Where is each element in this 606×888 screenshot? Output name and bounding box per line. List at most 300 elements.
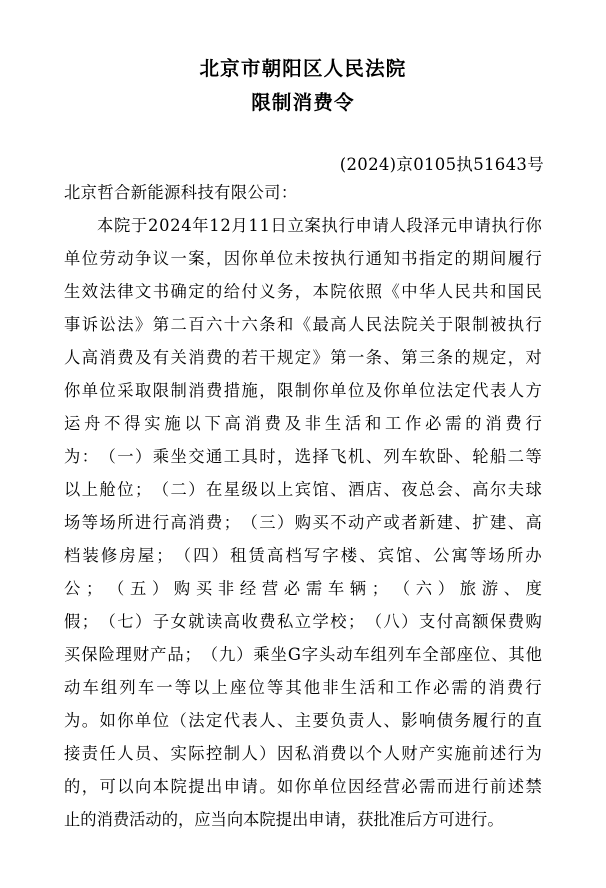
body-char: （ bbox=[201, 645, 219, 664]
body-char: 必 bbox=[433, 678, 450, 697]
body-char: 列 bbox=[387, 645, 405, 664]
body-char: 泽 bbox=[423, 216, 440, 235]
body-char: 你 bbox=[117, 711, 134, 730]
body-char: 等 bbox=[174, 678, 192, 697]
body-char: 财 bbox=[132, 645, 150, 664]
body-char: ） bbox=[259, 744, 276, 763]
body-char: 关 bbox=[419, 315, 436, 334]
body-char: 费 bbox=[330, 744, 347, 763]
body-char: 上 bbox=[211, 678, 228, 697]
body-char: 非 bbox=[304, 414, 322, 433]
body-char: 品 bbox=[167, 645, 184, 664]
body-char: 屋 bbox=[137, 546, 155, 565]
body-line bbox=[64, 473, 542, 506]
body-char: 于 bbox=[436, 315, 454, 334]
body-char: 人 bbox=[64, 348, 81, 367]
body-char: 位 bbox=[81, 249, 99, 268]
body-char: 给 bbox=[223, 282, 241, 301]
body-char: 等 bbox=[525, 447, 542, 466]
body-char: 单 bbox=[135, 711, 152, 730]
body-char: 方 bbox=[525, 381, 542, 400]
body-char: 购 bbox=[525, 612, 542, 631]
body-char: 组 bbox=[370, 645, 387, 664]
body-char: 请 bbox=[241, 777, 258, 796]
body-char: 费 bbox=[506, 678, 524, 697]
body-char: 消 bbox=[99, 348, 116, 367]
body-char: 作 bbox=[405, 414, 422, 433]
body-line bbox=[64, 803, 542, 836]
body-char: 响 bbox=[419, 711, 436, 730]
body-char: 和 bbox=[277, 315, 294, 334]
body-char: 前 bbox=[472, 744, 489, 763]
body-char: 档 bbox=[285, 546, 302, 565]
body-char: 债 bbox=[436, 711, 454, 730]
body-char: 人 bbox=[436, 282, 454, 301]
body-char: 以 bbox=[117, 777, 134, 796]
body-char: 就 bbox=[188, 612, 205, 631]
body-char: 行 bbox=[525, 414, 542, 433]
body-char: 和 bbox=[377, 678, 394, 697]
body-char: 营 bbox=[383, 777, 400, 796]
body-char: 夫 bbox=[507, 480, 525, 499]
body-char: ； bbox=[85, 579, 103, 598]
body-char: 高 bbox=[454, 612, 471, 631]
body-char: 如 bbox=[277, 777, 294, 796]
recipient-line bbox=[64, 176, 542, 209]
document-body bbox=[64, 176, 542, 836]
body-char: 时 bbox=[259, 447, 276, 466]
body-char: 子 bbox=[152, 612, 170, 631]
body-char: 、 bbox=[454, 480, 471, 499]
body-char: 房 bbox=[119, 546, 136, 565]
body-char: ， bbox=[81, 777, 99, 796]
body-char: 日 bbox=[270, 216, 287, 235]
body-char: 事 bbox=[64, 315, 81, 334]
body-char: 、 bbox=[414, 546, 431, 565]
body-char: 的 bbox=[507, 711, 525, 730]
body-char: 经 bbox=[365, 777, 383, 796]
body-char: （ bbox=[241, 513, 258, 532]
body-char: 他 bbox=[525, 645, 542, 664]
body-char: 工 bbox=[223, 447, 241, 466]
body-char: 请 bbox=[372, 216, 389, 235]
body-char: 在 bbox=[206, 480, 223, 499]
body-char: 行 bbox=[507, 744, 525, 763]
body-char: 以 bbox=[64, 480, 81, 499]
body-char: 作 bbox=[414, 678, 431, 697]
body-char: 本 bbox=[152, 777, 170, 796]
title-block bbox=[0, 54, 606, 118]
body-char: 、 bbox=[383, 348, 400, 367]
body-char: 、 bbox=[383, 711, 400, 730]
body-char: 买 bbox=[312, 513, 329, 532]
body-char: 舟 bbox=[84, 414, 101, 433]
body-char: 、 bbox=[503, 579, 520, 598]
body-char: 干 bbox=[259, 348, 276, 367]
body-char: 行 bbox=[348, 249, 365, 268]
body-char: ） bbox=[437, 579, 455, 598]
body-char: 、 bbox=[491, 645, 508, 664]
body-char: 公 bbox=[433, 546, 450, 565]
body-char: 经 bbox=[239, 579, 257, 598]
body-char: 需 bbox=[419, 777, 436, 796]
document-title: 限制消费令 bbox=[251, 91, 355, 114]
body-char: 卧 bbox=[436, 447, 454, 466]
body-char: 案 bbox=[304, 216, 321, 235]
body-char: 场 bbox=[99, 513, 116, 532]
body-char: 列 bbox=[119, 678, 136, 697]
body-char: 九 bbox=[218, 645, 236, 664]
body-char: 你 bbox=[312, 381, 329, 400]
body-char: ） bbox=[151, 579, 169, 598]
body-char: 部 bbox=[439, 645, 456, 664]
body-char: 前 bbox=[490, 777, 507, 796]
body-char: 高 bbox=[170, 513, 187, 532]
case-number: (2024)京0105执51643号 bbox=[339, 155, 544, 174]
body-char: 院 bbox=[170, 777, 187, 796]
body-char: 行 bbox=[525, 249, 542, 268]
body-char: 议 bbox=[152, 249, 170, 268]
body-char: 。 bbox=[259, 777, 276, 796]
body-char: 租 bbox=[230, 546, 247, 565]
body-char: 其 bbox=[508, 645, 525, 664]
body-char: 进 bbox=[454, 777, 471, 796]
body-char: 轮 bbox=[472, 447, 489, 466]
body-char: 座 bbox=[230, 678, 247, 697]
body-char: 第 bbox=[152, 315, 170, 334]
body-char: 人 bbox=[241, 744, 258, 763]
body-char: 1 bbox=[259, 216, 270, 235]
body-char: 间 bbox=[490, 249, 507, 268]
body-char: 制 bbox=[472, 315, 489, 334]
body-char: 的 bbox=[469, 678, 487, 697]
body-char: 民 bbox=[365, 315, 383, 334]
body-char: 消 bbox=[312, 744, 329, 763]
body-char: 为 bbox=[525, 744, 542, 763]
body-char: 保 bbox=[81, 645, 98, 664]
body-char: （ bbox=[365, 612, 383, 631]
body-char: 六 bbox=[241, 315, 258, 334]
body-char: 非 bbox=[322, 678, 339, 697]
body-line bbox=[64, 539, 542, 572]
body-char: 人 bbox=[348, 315, 365, 334]
body-char: （ bbox=[170, 711, 187, 730]
body-char: 对 bbox=[525, 348, 542, 367]
body-line bbox=[64, 374, 542, 407]
body-char: 人 bbox=[117, 744, 134, 763]
body-char: 制 bbox=[294, 381, 312, 400]
body-char: 争 bbox=[135, 249, 152, 268]
body-char: 费 bbox=[206, 348, 223, 367]
body-char: 单 bbox=[330, 381, 347, 400]
body-char: 院 bbox=[114, 216, 131, 235]
body-char: 。 bbox=[81, 711, 99, 730]
body-char: 交 bbox=[188, 447, 205, 466]
body-char: 院 bbox=[401, 315, 418, 334]
body-char: 车 bbox=[401, 447, 418, 466]
body-char: G bbox=[287, 645, 301, 664]
body-char: 费 bbox=[206, 513, 223, 532]
body-char: 书 bbox=[152, 282, 170, 301]
body-char: 行 bbox=[508, 216, 525, 235]
body-char: 位 bbox=[248, 678, 265, 697]
body-char: 实 bbox=[170, 744, 187, 763]
body-char: 2 bbox=[170, 216, 181, 235]
body-char: 新 bbox=[419, 513, 436, 532]
body-char: 际 bbox=[188, 744, 205, 763]
body-char: 述 bbox=[490, 744, 507, 763]
body-char: 表 bbox=[241, 711, 258, 730]
body-char: 最 bbox=[312, 315, 329, 334]
body-char: 定 bbox=[206, 711, 223, 730]
body-char: 等 bbox=[266, 678, 284, 697]
body-char: 动 bbox=[348, 513, 365, 532]
body-char: 运 bbox=[64, 414, 81, 433]
body-char: 五 bbox=[129, 579, 147, 598]
body-char: 下 bbox=[204, 414, 221, 433]
body-char: 执 bbox=[507, 315, 525, 334]
body-char: 、 bbox=[365, 447, 383, 466]
body-char: 行 bbox=[472, 777, 489, 796]
body-char: 择 bbox=[312, 447, 329, 466]
body-char: 的 bbox=[64, 777, 81, 796]
body-char: 因 bbox=[277, 744, 294, 763]
body-char: 场 bbox=[488, 546, 505, 565]
body-char: 位 bbox=[473, 645, 491, 664]
body-char: 需 bbox=[451, 678, 468, 697]
body-char: 七 bbox=[117, 612, 134, 631]
body-char: 人 bbox=[507, 381, 525, 400]
body-char: 店 bbox=[365, 480, 383, 499]
body-char: 星 bbox=[223, 480, 241, 499]
body-char: 主 bbox=[294, 711, 312, 730]
body-char: 所 bbox=[506, 546, 524, 565]
body-char: 制 bbox=[170, 381, 187, 400]
body-line bbox=[64, 242, 542, 275]
body-char: 一 bbox=[170, 249, 187, 268]
body-char: 未 bbox=[294, 249, 312, 268]
body-char: 书 bbox=[401, 249, 418, 268]
body-char: ： bbox=[81, 447, 99, 466]
body-char: 馆 bbox=[312, 480, 329, 499]
body-char: 案 bbox=[188, 249, 205, 268]
body-line bbox=[64, 605, 542, 638]
body-char: 位 bbox=[99, 381, 116, 400]
body-char: 条 bbox=[259, 315, 276, 334]
body-char: 实 bbox=[144, 414, 161, 433]
body-char: 活 bbox=[359, 678, 376, 697]
body-char: 的 bbox=[454, 348, 471, 367]
body-char: 档 bbox=[64, 546, 81, 565]
body-char: 位 bbox=[152, 711, 170, 730]
body-paragraph bbox=[64, 209, 542, 836]
body-char: 4 bbox=[181, 216, 192, 235]
body-char: ， bbox=[259, 381, 276, 400]
body-char: 人 bbox=[365, 711, 383, 730]
body-char: 员 bbox=[135, 744, 152, 763]
body-char: 措 bbox=[223, 381, 241, 400]
body-char: 规 bbox=[277, 348, 294, 367]
body-char: 行 bbox=[338, 216, 355, 235]
body-char: 工 bbox=[396, 678, 413, 697]
body-char: ， bbox=[507, 348, 525, 367]
body-char: 立 bbox=[294, 612, 312, 631]
body-char: 表 bbox=[490, 381, 507, 400]
court-name: 北京市朝阳区人民法院 bbox=[199, 57, 407, 80]
body-char: 定 bbox=[490, 348, 507, 367]
body-char: 财 bbox=[401, 744, 418, 763]
body-char: 坐 bbox=[270, 645, 287, 664]
body-char: 一 bbox=[156, 678, 173, 697]
body-char: 行 bbox=[525, 678, 542, 697]
body-char: 月 bbox=[231, 216, 248, 235]
body-char: 直 bbox=[525, 711, 542, 730]
body-char: 建 bbox=[436, 513, 454, 532]
body-char: 必 bbox=[283, 579, 301, 598]
body-char: 非 bbox=[217, 579, 235, 598]
body-char: 的 bbox=[454, 249, 471, 268]
body-char: 三 bbox=[259, 513, 276, 532]
body-char: 共 bbox=[472, 282, 489, 301]
body-char: 1 bbox=[248, 216, 259, 235]
body-char: 飞 bbox=[330, 447, 347, 466]
body-char: 为 bbox=[64, 447, 81, 466]
body-char: 、 bbox=[359, 546, 376, 565]
body-char: 选 bbox=[294, 447, 312, 466]
body-char: 车 bbox=[137, 678, 155, 697]
body-char: 执 bbox=[330, 249, 347, 268]
body-char: 写 bbox=[303, 546, 321, 565]
body-char: 有 bbox=[152, 348, 170, 367]
body-char: 高 bbox=[472, 480, 489, 499]
body-char: 接 bbox=[64, 744, 81, 763]
body-char: 需 bbox=[305, 579, 323, 598]
body-char: 度 bbox=[525, 579, 542, 598]
body-char: 你 bbox=[383, 381, 400, 400]
body-char: 场 bbox=[64, 513, 81, 532]
body-char: 理 bbox=[115, 645, 132, 664]
body-char: 消 bbox=[188, 348, 205, 367]
body-char: 额 bbox=[472, 612, 489, 631]
body-char: 私 bbox=[294, 744, 312, 763]
body-char: 个 bbox=[365, 744, 383, 763]
body-char: 、 bbox=[330, 480, 347, 499]
body-char: ； bbox=[81, 612, 99, 631]
body-char: 定 bbox=[436, 249, 454, 268]
body-char: 责 bbox=[81, 744, 99, 763]
body-char: 劳 bbox=[99, 249, 116, 268]
body-char: 他 bbox=[303, 678, 321, 697]
body-char: 依 bbox=[348, 282, 365, 301]
body-char: 高 bbox=[525, 513, 542, 532]
body-char: 消 bbox=[244, 414, 261, 433]
body-char: 动 bbox=[336, 645, 353, 664]
body-char: 公 bbox=[64, 579, 81, 598]
body-char: 和 bbox=[490, 282, 507, 301]
body-char: 二 bbox=[507, 447, 525, 466]
body-char: 险 bbox=[98, 645, 115, 664]
body-char: 建 bbox=[490, 513, 507, 532]
body-char: （ bbox=[393, 579, 411, 598]
body-char: 行 bbox=[152, 513, 170, 532]
body-char: 高 bbox=[224, 414, 241, 433]
body-char: 付 bbox=[241, 282, 258, 301]
body-char: 民 bbox=[454, 282, 471, 301]
body-char: 其 bbox=[285, 678, 302, 697]
body-char: 申 bbox=[457, 216, 474, 235]
body-char: 及 bbox=[284, 414, 301, 433]
body-char: 坐 bbox=[170, 447, 187, 466]
body-char: 营 bbox=[261, 579, 279, 598]
body-char: 施 bbox=[454, 744, 471, 763]
body-char: 华 bbox=[419, 282, 436, 301]
body-char: ） bbox=[211, 546, 228, 565]
body-char: ； bbox=[223, 513, 241, 532]
body-char: 二 bbox=[170, 480, 187, 499]
body-char: 八 bbox=[383, 612, 400, 631]
body-char: 头 bbox=[319, 645, 336, 664]
body-char: 赁 bbox=[248, 546, 265, 565]
body-char: 女 bbox=[170, 612, 187, 631]
body-char: 座 bbox=[456, 645, 474, 664]
body-char: 实 bbox=[436, 744, 454, 763]
body-char: 、 bbox=[277, 711, 294, 730]
body-char: 知 bbox=[383, 249, 400, 268]
body-char: 位 bbox=[330, 777, 347, 796]
body-char: 出 bbox=[206, 777, 223, 796]
body-char: 指 bbox=[419, 249, 436, 268]
body-char: 进 bbox=[135, 513, 152, 532]
body-char: 字 bbox=[322, 546, 339, 565]
body-char: ） bbox=[277, 513, 294, 532]
body-char: 列 bbox=[383, 447, 400, 466]
body-char: 费 bbox=[507, 612, 525, 631]
body-char: ； bbox=[135, 480, 152, 499]
body-char: 机 bbox=[348, 447, 365, 466]
body-char: 的 bbox=[223, 348, 241, 367]
body-char: 单 bbox=[81, 381, 99, 400]
body-char: 寓 bbox=[451, 546, 468, 565]
body-char: 院 bbox=[330, 282, 347, 301]
body-char: 一 bbox=[117, 447, 134, 466]
body-line bbox=[64, 440, 542, 473]
body-char: 法 bbox=[99, 282, 116, 301]
body-char: 律 bbox=[117, 282, 134, 301]
body-char: 你 bbox=[241, 249, 258, 268]
body-char: 因 bbox=[348, 777, 365, 796]
body-char: 产 bbox=[150, 645, 167, 664]
recipient-name: 北京哲合新能源科技有限公司： bbox=[64, 183, 298, 202]
body-char: 于 bbox=[131, 216, 148, 235]
body-char: 宾 bbox=[294, 480, 312, 499]
body-char: 读 bbox=[206, 612, 223, 631]
body-line bbox=[64, 209, 542, 242]
body-char: 若 bbox=[241, 348, 258, 367]
body-char: 支 bbox=[419, 612, 436, 631]
body-char: 必 bbox=[401, 777, 418, 796]
body-char: 费 bbox=[206, 381, 223, 400]
body-char: 得 bbox=[124, 414, 141, 433]
body-char: 必 bbox=[425, 414, 442, 433]
body-char: 》 bbox=[312, 348, 329, 367]
body-char: ， bbox=[206, 249, 223, 268]
body-char: 车 bbox=[353, 645, 370, 664]
body-char: 动 bbox=[117, 249, 134, 268]
body-char: 限 bbox=[454, 315, 471, 334]
body-char: 消 bbox=[188, 381, 205, 400]
body-char: 位 bbox=[117, 480, 134, 499]
body-char: 条 bbox=[436, 348, 454, 367]
